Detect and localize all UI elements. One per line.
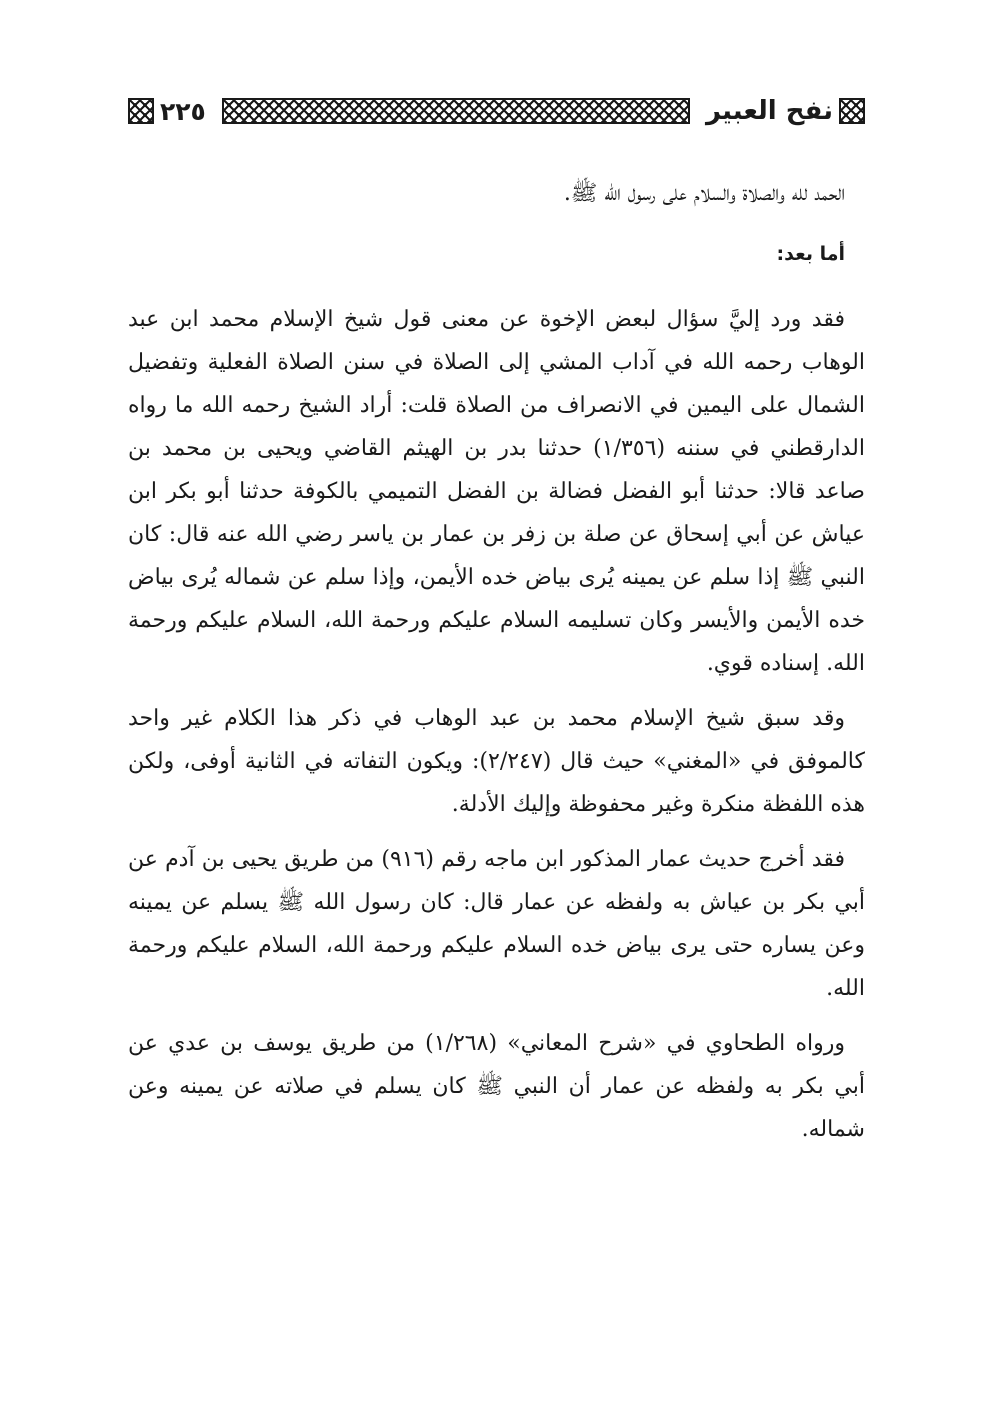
paragraph: فقد ورد إليَّ سؤال لبعض الإخوة عن معنى قول شيخ الإسلام محمد ابن عبد الوهاب رحمه الله في آداب المشي إلى الصلاة في سنن الصلاة الفعلية وتفضيل الشمال على اليمين في الانصراف من الصلاة قلت: أراد الشيخ رحمه الله ما رواه الدارقطني في سننه (١/٣٥٦) حدثنا بدر بن الهيثم القاضي ويحيى بن محمد بن صاعد قالا: حدثنا أبو الفضل فضالة بن الفضل التميمي بالكوفة حدثنا أبو بكر ابن عياش عن أبي إسحاق عن صلة بن زفر بن عمار بن ياسر رضي الله عنه قال: كان النبي ﷺ إذا سلم عن يمينه يُرى بياض خده الأيمن، وإذا سلم عن شماله يُرى بياض خده الأيمن والأيسر وكان تسليمه السلام عليكم ورحمة الله، السلام عليكم ورحمة الله. إسناده قوي. <box>128 307 865 676</box>
page-number: ٢٢٥ <box>160 96 206 126</box>
paragraph: وقد سبق شيخ الإسلام محمد بن عبد الوهاب في ذكر هذا الكلام غير واحد كالموفق في «المغني» حيث قال (٢/٢٤٧): ويكون التفاته في الثانية أوفى، ولكن هذه اللفظة منكرة وغير محفوظة وإليك الأدلة. <box>128 706 865 817</box>
page-body <box>128 172 865 1163</box>
ornament-left-block <box>128 98 154 124</box>
ornament-band <box>222 98 690 124</box>
ornament-right-block <box>839 98 865 124</box>
page-header <box>128 92 865 130</box>
paragraph: فقد أخرج حديث عمار المذكور ابن ماجه رقم (٩١٦) من طريق يحيى بن آدم عن أبي بكر بن عياش به ولفظه عن عمار قال: كان رسول الله ﷺ يسلم عن يمينه وعن يساره حتى يرى بياض خده السلام عليكم ورحمة الله، السلام عليكم ورحمة الله. <box>128 847 865 1001</box>
paragraph: ورواه الطحاوي في «شرح المعاني» (١/٢٦٨) من طريق يوسف بن عدي عن أبي بكر به ولفظه عن عمار أن النبي ﷺ كان يسلم في صلاته عن يمينه وعن شماله. <box>128 1031 865 1142</box>
book-title: نفح العبير <box>705 96 833 126</box>
section-subheading: أما بعد: <box>776 243 845 265</box>
opening-line: الحمد لله والصلاة والسلام على رسول الله ﷺ. <box>563 181 845 206</box>
